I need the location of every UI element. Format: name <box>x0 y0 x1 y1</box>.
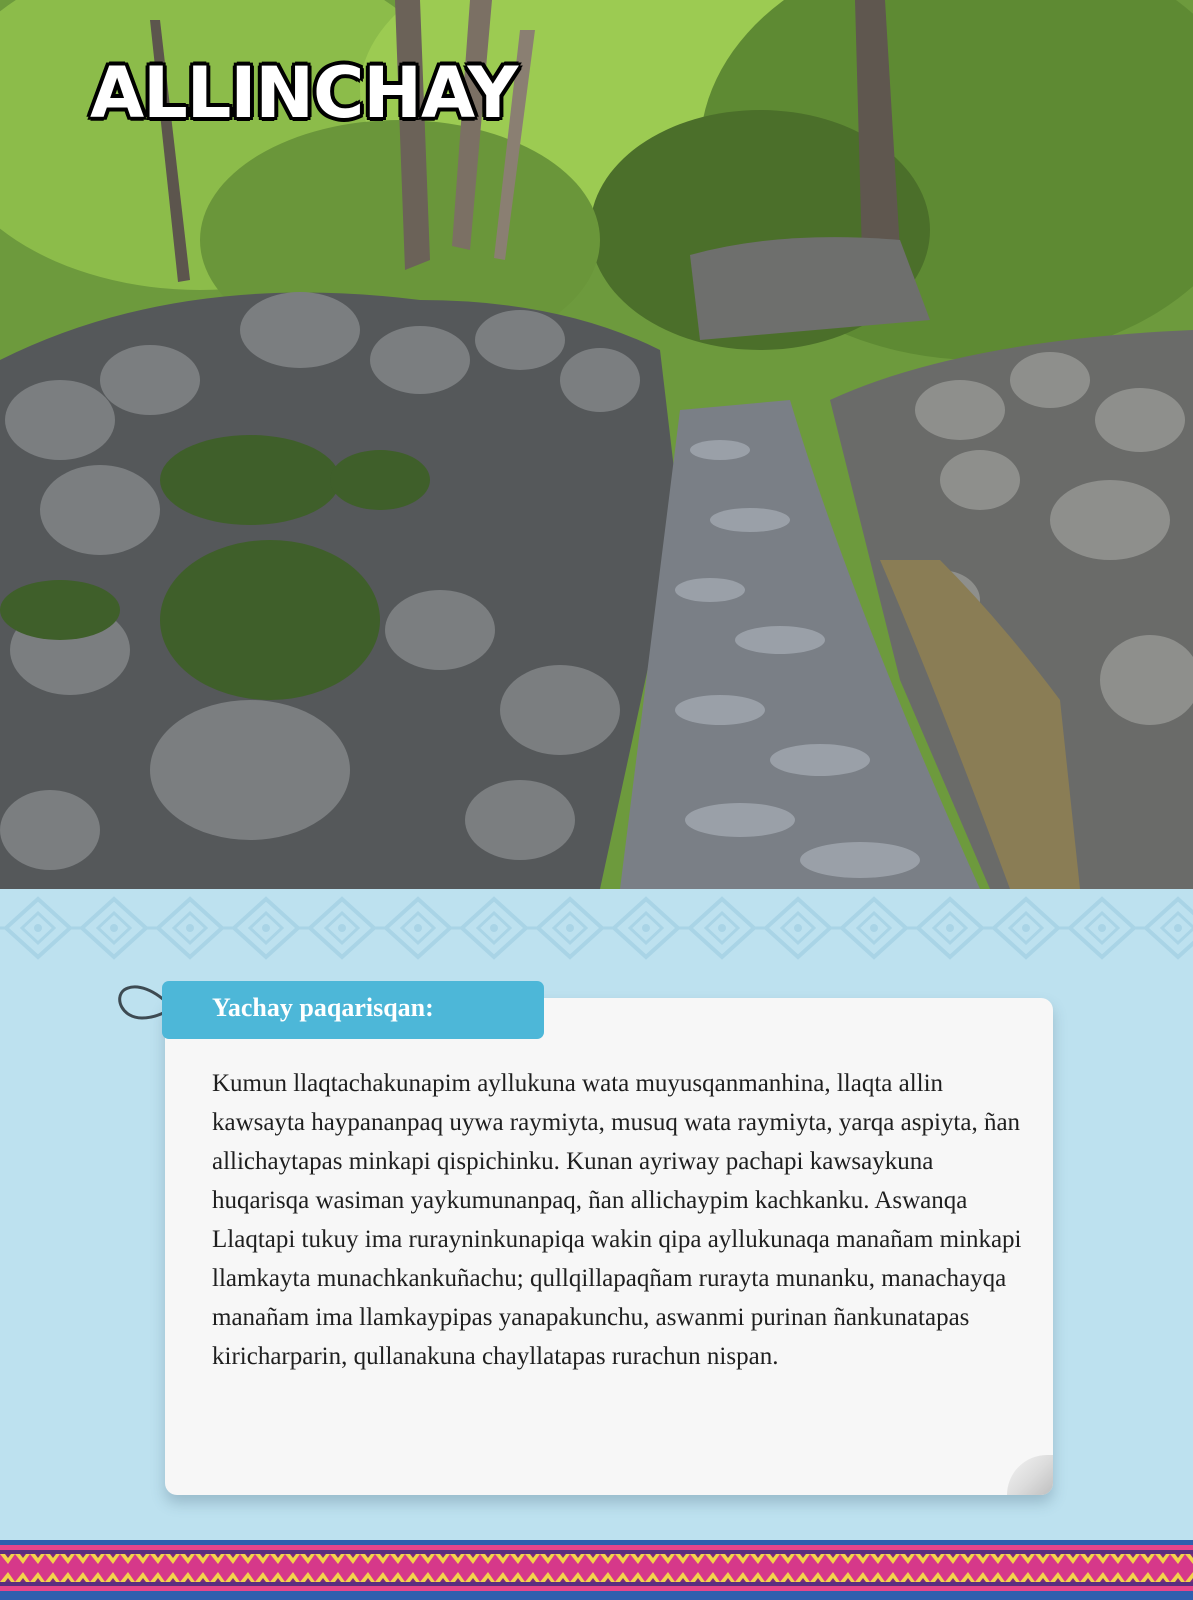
section-tag <box>162 981 544 1039</box>
info-card <box>165 998 1053 1495</box>
diamond-pattern-band <box>0 893 1193 973</box>
page-curl <box>1007 1455 1053 1495</box>
page-title: ALLINCHAY <box>90 52 518 134</box>
tag-label: Yachay paqarisqan: <box>212 993 434 1022</box>
woven-border <box>0 1540 1193 1600</box>
card-body-text: Kumun llaqtachakunapim ayllukuna wata muyusqanmanhina, llaqta allin kawsayta haypananpaq uywa raymiyta, musuq wata raymiyta, yarqa aspiyta, ñan allichaytapas minkapi qispichinku. Kunan ayriway pachapi kawsaykuna huqarisqa wasiman yaykumunanpaq, ñan allichaypim kachkanku. Aswanqa Llaqtapi tukuy ima rurayninkunapiqa wakin qipa ayllukunaqa manañam minkapi llamkayta munachkankuñachu; qullqillapaqñam rurayta munanku, manachayqa manañam ima llamkaypipas yanapakunchu, aswanmi purinan ñankunatapas kiricharparin, qullanakuna chayllatapas rurachun nispan. <box>212 1070 1022 1370</box>
